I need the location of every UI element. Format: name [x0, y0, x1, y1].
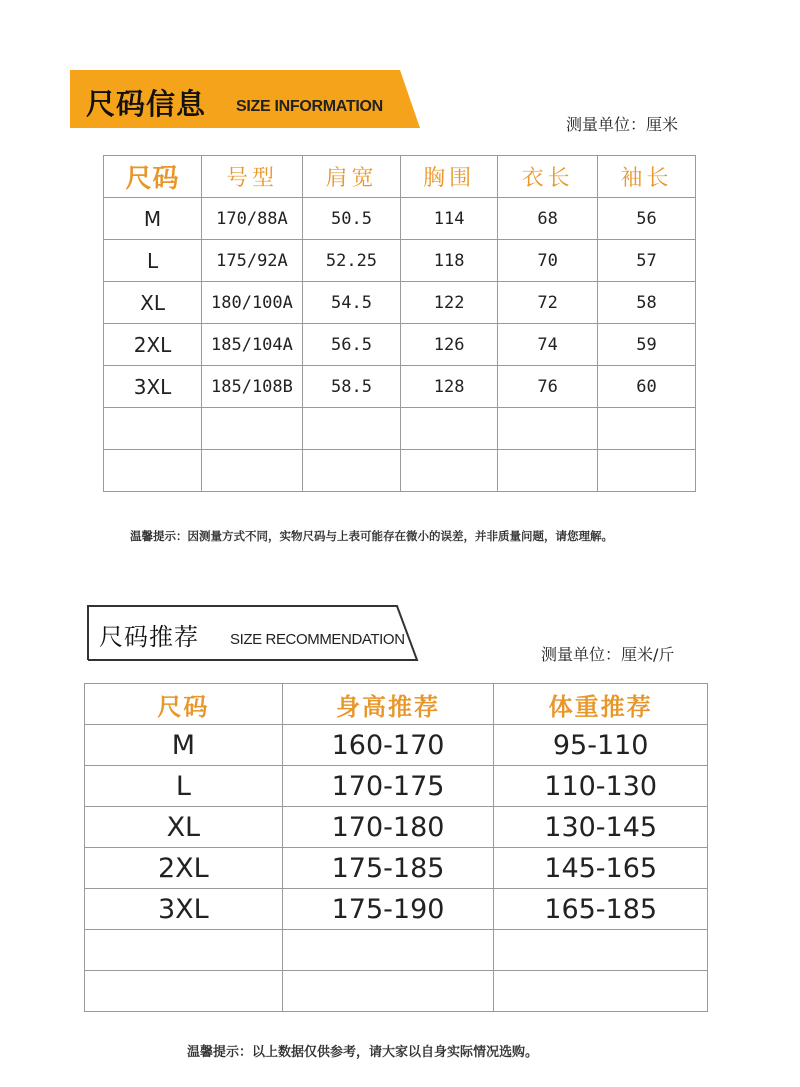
table-cell: 145-165 — [494, 848, 708, 889]
column-header: 胸围 — [401, 156, 498, 198]
column-header: 身高推荐 — [282, 684, 494, 725]
table-cell: 60 — [598, 366, 696, 408]
table-cell: 59 — [598, 324, 696, 366]
table-cell: 72 — [498, 282, 598, 324]
table-row — [104, 450, 696, 492]
table-cell — [498, 450, 598, 492]
size-info-banner — [70, 70, 420, 132]
table-cell: 170/88A — [202, 198, 303, 240]
table-row — [85, 725, 708, 766]
size-cell: XL — [85, 807, 283, 848]
size-rec-table — [84, 683, 708, 1012]
table-row — [85, 848, 708, 889]
table-cell: 58.5 — [302, 366, 400, 408]
column-header: 体重推荐 — [494, 684, 708, 725]
table-cell: 56 — [598, 198, 696, 240]
table-cell: 57 — [598, 240, 696, 282]
size-cell — [85, 971, 283, 1012]
table-cell — [494, 930, 708, 971]
table-row — [104, 282, 696, 324]
table-row — [85, 930, 708, 971]
size-rec-title-en: SIZE RECOMMENDATION — [230, 631, 405, 648]
table-cell: 70 — [498, 240, 598, 282]
size-cell: XL — [104, 282, 202, 324]
table-cell: 165-185 — [494, 889, 708, 930]
column-header: 号型 — [202, 156, 303, 198]
table-cell — [302, 408, 400, 450]
table-cell: 170-175 — [282, 766, 494, 807]
table-cell — [282, 930, 494, 971]
table-row — [104, 324, 696, 366]
table-cell: 118 — [401, 240, 498, 282]
size-cell: 2XL — [104, 324, 202, 366]
size-rec-title: 尺码推荐 — [99, 623, 199, 651]
size-rec-unit: 测量单位：厘米/斤 — [541, 645, 675, 664]
table-cell: 114 — [401, 198, 498, 240]
size-cell — [104, 408, 202, 450]
size-cell: 3XL — [104, 366, 202, 408]
table-cell: 185/104A — [202, 324, 303, 366]
table-cell — [302, 450, 400, 492]
table-cell — [598, 408, 696, 450]
size-cell: 2XL — [85, 848, 283, 889]
size-info-title: 尺码信息 — [86, 87, 207, 121]
table-row — [104, 366, 696, 408]
table-cell — [282, 971, 494, 1012]
table-row — [85, 807, 708, 848]
table-cell — [202, 450, 303, 492]
column-header: 尺码 — [104, 156, 202, 198]
size-cell — [85, 930, 283, 971]
table-cell — [598, 450, 696, 492]
table-row — [104, 240, 696, 282]
table-row — [85, 971, 708, 1012]
table-cell: 170-180 — [282, 807, 494, 848]
table-cell: 50.5 — [302, 198, 400, 240]
column-header: 衣长 — [498, 156, 598, 198]
table-cell: 185/108B — [202, 366, 303, 408]
table-cell: 76 — [498, 366, 598, 408]
table-cell: 74 — [498, 324, 598, 366]
size-cell: 3XL — [85, 889, 283, 930]
size-info-note: 温馨提示：因测量方式不同，实物尺码与上表可能存在微小的误差，并非质量问题，请您理解。 — [130, 529, 613, 543]
table-cell — [401, 408, 498, 450]
size-rec-note: 温馨提示：以上数据仅供参考，请大家以自身实际情况选购。 — [187, 1045, 539, 1060]
column-header: 肩宽 — [302, 156, 400, 198]
table-cell: 68 — [498, 198, 598, 240]
table-cell: 175/92A — [202, 240, 303, 282]
table-cell: 95-110 — [494, 725, 708, 766]
table-header-row — [85, 684, 708, 725]
table-cell — [494, 971, 708, 1012]
table-cell — [202, 408, 303, 450]
size-cell: M — [85, 725, 283, 766]
table-row — [104, 198, 696, 240]
table-cell — [498, 408, 598, 450]
size-info-title-en: SIZE INFORMATION — [236, 98, 383, 115]
table-cell: 122 — [401, 282, 498, 324]
size-cell: L — [104, 240, 202, 282]
table-cell: 130-145 — [494, 807, 708, 848]
column-header: 尺码 — [85, 684, 283, 725]
size-cell — [104, 450, 202, 492]
table-cell: 54.5 — [302, 282, 400, 324]
size-cell: L — [85, 766, 283, 807]
column-header: 袖长 — [598, 156, 696, 198]
table-cell: 58 — [598, 282, 696, 324]
table-row — [85, 766, 708, 807]
table-cell: 56.5 — [302, 324, 400, 366]
table-row — [104, 408, 696, 450]
table-cell: 160-170 — [282, 725, 494, 766]
table-cell: 180/100A — [202, 282, 303, 324]
size-info-table — [103, 155, 696, 492]
size-cell: M — [104, 198, 202, 240]
table-cell: 52.25 — [302, 240, 400, 282]
table-cell — [401, 450, 498, 492]
table-cell: 175-190 — [282, 889, 494, 930]
table-header-row — [104, 156, 696, 198]
table-cell: 175-185 — [282, 848, 494, 889]
table-cell: 110-130 — [494, 766, 708, 807]
table-cell: 126 — [401, 324, 498, 366]
table-cell: 128 — [401, 366, 498, 408]
size-rec-banner — [85, 603, 420, 663]
table-row — [85, 889, 708, 930]
size-info-unit: 测量单位：厘米 — [566, 115, 679, 134]
